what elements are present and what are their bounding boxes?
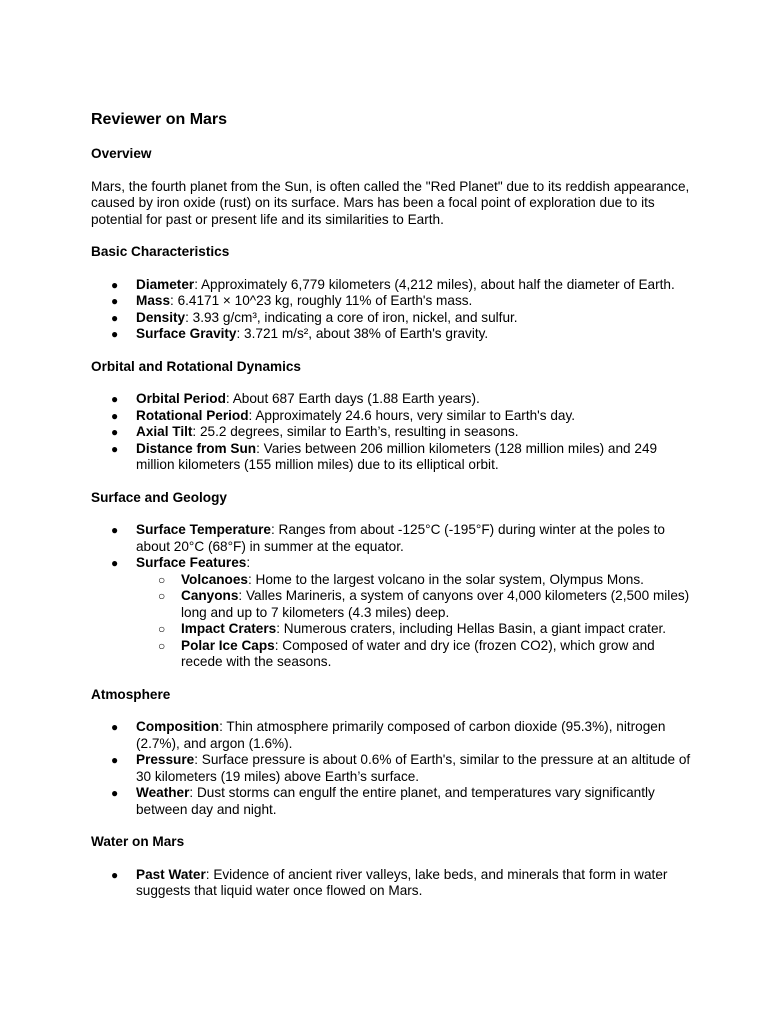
overview-paragraph: Mars, the fourth planet from the Sun, is often called the "Red Planet" due to its reddish appearance, caused by iron oxide (rust) on its surface. Mars has been a focal point of exploration due to its potential for past or present life and its similarities to Earth.: [91, 178, 690, 227]
list-item: [91, 522, 691, 555]
bullet-icon: ●: [111, 523, 119, 537]
hollow-bullet-icon: ○: [158, 622, 166, 636]
term: Density: [136, 309, 186, 325]
sub-list-item: [136, 638, 691, 671]
basic-characteristics-list: [91, 277, 691, 343]
basic-characteristics-heading: Basic Characteristics: [91, 244, 230, 259]
term: Diameter: [136, 276, 195, 292]
orbital-dynamics-list: [91, 391, 691, 474]
surface-geology-list: [91, 522, 691, 671]
definition: : 3.721 m/s², about 38% of Earth's gravity.: [236, 326, 489, 341]
definition: : Surface pressure is about 0.6% of Earth's, similar to the pressure at an altitude of 30 kilometers (19 miles) above Earth’s surface.: [136, 752, 691, 784]
list-item: [91, 391, 691, 408]
hollow-bullet-icon: ○: [158, 572, 166, 587]
definition: : Valles Marineris, a system of canyons over 4,000 kilometers (2,500 miles) long and up to 7 kilometers (4.3 miles) deep.: [181, 588, 690, 620]
term: Polar Ice Caps: [181, 637, 275, 653]
definition: : 3.93 g/cm³, indicating a core of iron, nickel, and sulfur.: [185, 309, 518, 325]
bullet-icon: ●: [111, 294, 119, 308]
list-item: [91, 326, 691, 343]
term: Canyons: [181, 588, 239, 603]
bullet-icon: ●: [111, 277, 119, 292]
definition: :: [246, 555, 251, 570]
term: Surface Temperature: [136, 522, 271, 537]
definition: : 6.4171 × 10^23 kg, roughly 11% of Earth's mass.: [170, 293, 473, 308]
document-page: [91, 110, 691, 916]
definition: : Varies between 206 million kilometers (128 million miles) and 249 million kilometers (155 million miles) due to its elliptical orbit.: [136, 440, 658, 472]
term: Past Water: [136, 866, 206, 882]
list-item: [91, 555, 691, 671]
list-item: [91, 867, 691, 900]
definition: : Approximately 24.6 hours, very similar to Earth's day.: [248, 407, 576, 423]
bullet-icon: ●: [111, 720, 119, 734]
term: Pressure: [136, 752, 195, 767]
list-item: [91, 719, 691, 752]
term: Axial Tilt: [136, 424, 193, 439]
bullet-icon: ●: [111, 556, 119, 570]
term: Mass: [136, 293, 171, 308]
definition: : Ranges from about -125°C (-195°F) during winter at the poles to about 20°C (68°F) in summer at the equator.: [136, 522, 665, 554]
bullet-icon: ●: [111, 867, 119, 882]
definition: : Home to the largest volcano in the solar system, Olympus Mons.: [248, 571, 644, 587]
definition: : Composed of water and dry ice (frozen CO2), which grow and recede with the seasons.: [181, 637, 655, 669]
list-item: [91, 441, 691, 474]
sub-list-item: [136, 572, 691, 589]
document-title: Reviewer on Mars: [91, 111, 228, 128]
orbital-dynamics-heading: Orbital and Rotational Dynamics: [91, 358, 301, 374]
term: Composition: [136, 719, 220, 734]
list-item: [91, 785, 691, 818]
term: Volcanoes: [181, 571, 248, 587]
definition: : Dust storms can engulf the entire planet, and temperatures vary significantly between day and night.: [136, 785, 655, 817]
bullet-icon: ●: [111, 327, 119, 341]
overview-heading: Overview: [91, 146, 152, 161]
bullet-icon: ●: [111, 408, 119, 423]
bullet-icon: ●: [111, 310, 119, 325]
atmosphere-list: [91, 719, 691, 818]
atmosphere-heading: Atmosphere: [91, 686, 171, 702]
list-item: [91, 424, 691, 441]
definition: : Thin atmosphere primarily composed of carbon dioxide (95.3%), nitrogen (2.7%), and argon (1.6%).: [136, 719, 666, 751]
term: Surface Features: [136, 555, 247, 570]
list-item: [91, 752, 691, 785]
bullet-icon: ●: [111, 753, 119, 767]
water-list: [91, 867, 691, 900]
hollow-bullet-icon: ○: [158, 638, 166, 653]
term: Orbital Period: [136, 391, 226, 406]
list-item: [91, 310, 691, 327]
list-item: [91, 408, 691, 425]
surface-geology-heading: Surface and Geology: [91, 489, 227, 505]
bullet-icon: ●: [111, 441, 119, 456]
bullet-icon: ●: [111, 786, 119, 800]
term: Weather: [136, 785, 190, 800]
definition: : About 687 Earth days (1.88 Earth years).: [225, 391, 480, 406]
hollow-bullet-icon: ○: [158, 589, 166, 603]
bullet-icon: ●: [111, 425, 119, 439]
term: Distance from Sun: [136, 440, 257, 456]
definition: : Numerous craters, including Hellas Basin, a giant impact crater.: [276, 621, 667, 636]
term: Rotational Period: [136, 407, 249, 423]
sub-list-item: [136, 588, 691, 621]
surface-features-sublist: [136, 572, 691, 671]
definition: : Evidence of ancient river valleys, lake beds, and minerals that form in water suggests that liquid water once flowed on Mars.: [136, 866, 668, 898]
term: Surface Gravity: [136, 326, 237, 341]
term: Impact Craters: [181, 621, 277, 636]
sub-list-item: [136, 621, 691, 638]
bullet-icon: ●: [111, 392, 119, 406]
list-item: [91, 293, 691, 310]
definition: : 25.2 degrees, similar to Earth’s, resulting in seasons.: [192, 424, 519, 439]
list-item: [91, 277, 691, 294]
definition: : Approximately 6,779 kilometers (4,212 miles), about half the diameter of Earth.: [194, 276, 675, 292]
water-heading: Water on Mars: [91, 834, 185, 849]
